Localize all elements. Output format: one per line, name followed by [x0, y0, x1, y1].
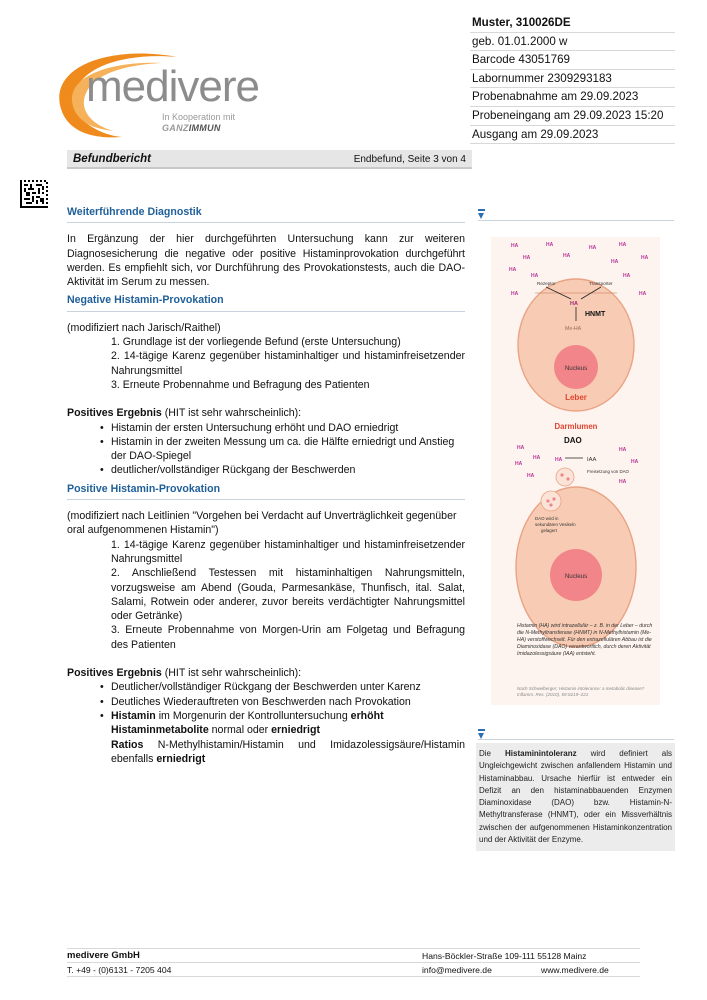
- footer-divider: [67, 948, 640, 949]
- partner-a: GANZ: [162, 123, 189, 133]
- datamatrix-code: [20, 180, 48, 208]
- neg-source: (modifiziert nach Jarisch/Raithel): [67, 321, 221, 334]
- patient-name: Muster, 310026DE: [470, 14, 675, 33]
- footer-address: Hans-Böckler-Straße 109-111 55128 Mainz: [422, 951, 587, 961]
- cooperation-text: In Kooperation mit: [162, 112, 236, 122]
- svg-text:HA: HA: [517, 445, 525, 451]
- svg-text:HA: HA: [531, 273, 539, 279]
- svg-text:HA: HA: [623, 273, 631, 279]
- footer-email[interactable]: info@medivere.de: [422, 965, 492, 975]
- patient-info-block: [470, 14, 675, 144]
- svg-text:HA: HA: [511, 291, 519, 297]
- svg-text:HA: HA: [641, 255, 649, 261]
- svg-text:HA: HA: [563, 253, 571, 259]
- svg-text:HA: HA: [639, 291, 647, 297]
- list-item: • Histamin in der zweiten Messung um ca. die Hälfte erniedrigt und Anstieg der DAO-Spiegel: [111, 435, 465, 464]
- pos-result-list: [67, 680, 465, 766]
- svg-text:Nucleus: Nucleus: [564, 573, 588, 580]
- neg-result-line: [67, 406, 465, 420]
- neg-result-bold: Positives Ergebnis: [67, 407, 162, 420]
- svg-text:HA: HA: [527, 473, 535, 479]
- list-item: • deutlicher/vollständiger Rückgang der Beschwerden: [111, 463, 465, 477]
- list-item: • Deutliches Wiederauftreten von Beschwerden nach Provokation: [111, 695, 465, 709]
- info-text: wird definiert als Ungleichgewicht zwischen anfallendem Histamin und Histaminabbau. Ursache hierfür ist entweder ein Defizit an den histaminabbauenden Enzymen Diaminoxidase (DAO) bzw. Histamin-N-Methyltransferase (HNMT), oder ein Missverhältnis zwischen der aufgenommenen Histaminkonzentration und der Aktivität der Enzyme.: [479, 749, 672, 845]
- svg-text:Rezeptor: Rezeptor: [537, 281, 556, 286]
- footer-website[interactable]: www.medivere.de: [541, 965, 609, 975]
- pos-result-rest: (HIT ist sehr wahrscheinlich):: [161, 667, 302, 680]
- figure-caption: Histamin (HA) wird intrazellulär – z. B. in der Leber – durch die N-Methyltransferase (HNMT) in N-Methylhistamin (Me-HA) verstoffwechselt. Für den extrazellulären Abbau ist die Diaminoxidase (DAO) verantwortlich, durch deren Aktivität Imidazolessigsäure (IAA) entsteht.: [517, 623, 653, 658]
- svg-text:HNMT: HNMT: [585, 311, 606, 318]
- lab-number: Labornummer 2309293183: [470, 70, 675, 89]
- info-term: Histaminintoleranz: [505, 749, 577, 758]
- list-item: • Histamin der ersten Untersuchung erhöht und DAO erniedrigt: [111, 421, 465, 435]
- section-heading-negative: Negative Histamin-Provokation: [67, 293, 465, 311]
- section-heading-diagnostics: Weiterführende Diagnostik: [67, 205, 465, 223]
- list-item: • Deutlicher/vollständiger Rückgang der Beschwerden unter Karenz: [111, 680, 465, 694]
- main-content: [67, 205, 465, 766]
- svg-text:gelagert: gelagert: [541, 528, 557, 533]
- patient-birth: geb. 01.01.2000 w: [470, 33, 675, 52]
- svg-text:HA: HA: [555, 457, 563, 463]
- brand-name: medivere: [86, 62, 259, 111]
- svg-text:IAA: IAA: [587, 457, 597, 463]
- svg-text:Leber: Leber: [565, 393, 587, 402]
- svg-text:HA: HA: [631, 459, 639, 465]
- partner-b: IMMUN: [188, 123, 221, 133]
- side-divider: [478, 739, 674, 740]
- svg-text:HA: HA: [533, 455, 541, 461]
- report-issued: Ausgang am 29.09.2023: [470, 126, 675, 145]
- pos-source: (modifiziert nach Leitlinien "Vorgehen bei Verdacht auf Unverträglichkeit gegenüber oral aufgenommenen Histamin"): [67, 510, 457, 537]
- sample-received: Probeneingang am 29.09.2023 15:20: [470, 107, 675, 126]
- svg-text:HA: HA: [523, 255, 531, 261]
- pos-result-bold: Positives Ergebnis: [67, 667, 162, 680]
- figure-citation: Nach Schwelberger; Histamin intolerance: a metabolic disease? Inflamm. Res. (2010), 59:S219–221: [517, 686, 645, 697]
- svg-text:Transporter: Transporter: [589, 281, 613, 286]
- sample-taken: Probenabnahme am 29.09.2023: [470, 88, 675, 107]
- intro-paragraph: In Ergänzung der hier durchgeführten Untersuchung kann zur weiteren Diagnosesicherung die negative oder positive Histaminprovokation durchgeführt werden. Es empfiehlt sich, vor Durchführung des Provokationstests, auch die DAO-Aktivität im Serum zu messen.: [67, 233, 465, 289]
- svg-text:HA: HA: [619, 447, 627, 453]
- svg-text:Nucleus: Nucleus: [564, 365, 588, 372]
- svg-text:HA: HA: [589, 245, 597, 251]
- neg-step: 1. Grundlage ist der vorliegende Befund (erste Untersuchung): [111, 336, 401, 349]
- footer-phone: T. +49 - (0)6131 - 7205 404: [67, 965, 172, 975]
- neg-step: 3. Erneute Probennahme und Befragung des Patienten: [111, 378, 370, 391]
- svg-text:HA: HA: [515, 461, 523, 467]
- pos-step: 1. 14-tägige Karenz gegenüber histaminhaltiger und histaminfreisetzender Nahrungsmittel: [111, 538, 465, 565]
- info-box: Die Histaminintoleranz wird definiert als Ungleichgewicht zwischen anfallendem Histamin und Histaminabbau. Ursache hierfür ist entweder ein Defizit an den histaminabbauenden Enzymen Diaminoxidase (DAO) bzw. Histamin-N-Methyltransferase (HNMT), oder ein Missverhältnis zwischen der aufgenommenen Histaminkonzentration und der Aktivität der Enzyme.: [476, 743, 675, 851]
- svg-text:HA: HA: [619, 242, 627, 248]
- report-title: Befundbericht: [73, 153, 151, 165]
- section-heading-positive: Positive Histamin-Provokation: [67, 482, 465, 500]
- neg-result-rest: (HIT ist sehr wahrscheinlich):: [161, 407, 302, 420]
- svg-text:HA: HA: [570, 301, 578, 307]
- arrow-down-icon: [478, 213, 484, 219]
- report-title-bar: [67, 150, 472, 169]
- pos-step: 3. Erneute Probennahme von Morgen-Urin am Folgetag und Befragung des Patienten: [111, 624, 465, 651]
- pos-step: 2. Anschließend Testessen mit histaminhaltigen Nahrungsmitteln, vorzugsweise am Abend (Gouda, Parmesankäse, Thunfisch, ital. Salat, Salami, Rotwein oder anderer, zuvor bereits verdächtigter Nahrungsmittel oder Getränke): [111, 567, 465, 623]
- svg-text:Freisetzung von DAO: Freisetzung von DAO: [587, 469, 629, 474]
- svg-text:HA: HA: [511, 243, 519, 249]
- svg-text:Me-HA: Me-HA: [565, 326, 582, 332]
- svg-text:HA: HA: [611, 259, 619, 265]
- neg-result-list: [67, 421, 465, 478]
- side-divider: [478, 220, 674, 221]
- pos-result-line: [67, 666, 465, 680]
- footer-divider: [67, 962, 640, 963]
- footer-divider: [67, 976, 640, 977]
- svg-text:DAO: DAO: [564, 436, 582, 445]
- footer-company: medivere GmbH: [67, 950, 140, 961]
- svg-text:DAO wird in: DAO wird in: [535, 516, 559, 521]
- svg-text:HA: HA: [546, 242, 554, 248]
- neg-step: 2. 14-tägige Karenz gegenüber histaminhaltiger und histaminfreisetzender Nahrungsmittel: [111, 350, 465, 377]
- patient-barcode: Barcode 43051769: [470, 51, 675, 70]
- svg-text:HA: HA: [509, 267, 517, 273]
- svg-text:Darmlumen: Darmlumen: [554, 422, 598, 431]
- page-indicator: Endbefund, Seite 3 von 4: [353, 154, 466, 165]
- svg-text:HA: HA: [619, 479, 627, 485]
- svg-text:sekundären Vesikeln: sekundären Vesikeln: [535, 522, 576, 527]
- cooperation-note: [162, 112, 235, 134]
- list-item-metabolites: • Histamin im Morgenurin der Kontrolluntersuchung erhöht Histaminmetabolite normal oder erniedrigt Ratios N-Methylhistamin/Histamin und Imidazolessigsäure/Histamin ebenfalls erniedrigt: [111, 709, 465, 766]
